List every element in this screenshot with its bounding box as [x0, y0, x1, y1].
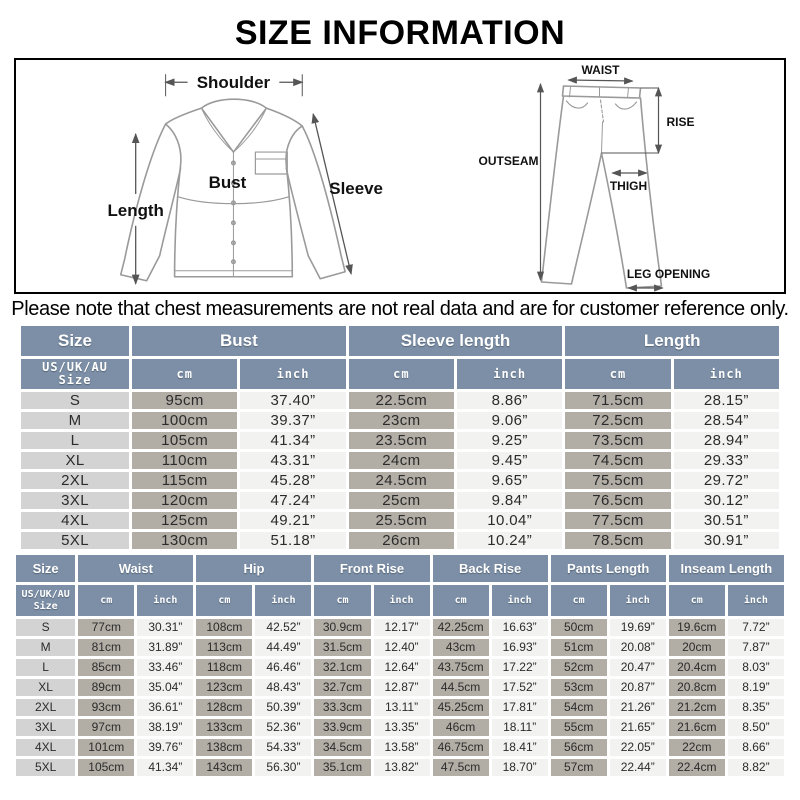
t1-unit-header-row	[21, 359, 779, 389]
cm-value-cell: 47.5cm	[433, 759, 489, 776]
t2-inch-header: inch	[728, 585, 784, 616]
cm-value-cell: 143cm	[196, 759, 252, 776]
t1-cm-header: cm	[565, 359, 670, 389]
cm-value-cell: 43cm	[433, 639, 489, 656]
inch-value-cell: 37.40”	[240, 392, 345, 409]
inch-value-cell: 8.50”	[728, 719, 784, 736]
cm-value-cell: 24cm	[349, 452, 454, 469]
cm-value-cell: 77cm	[78, 619, 134, 636]
inch-value-cell: 48.43”	[255, 679, 311, 696]
cm-value-cell: 125cm	[132, 512, 237, 529]
shirt-length-label: Length	[107, 200, 164, 220]
cm-value-cell: 23.5cm	[349, 432, 454, 449]
size-subheader-line2: Size	[33, 600, 58, 612]
t2-cm-header: cm	[314, 585, 370, 616]
inch-value-cell: 21.26”	[610, 699, 666, 716]
inch-value-cell: 18.70”	[492, 759, 548, 776]
t1-group-header-row	[21, 326, 779, 356]
size-cell: 4XL	[16, 739, 75, 756]
inch-value-cell: 13.35”	[374, 719, 430, 736]
inch-value-cell: 13.11”	[374, 699, 430, 716]
inch-value-cell: 46.46”	[255, 659, 311, 676]
t2-cm-header: cm	[196, 585, 252, 616]
inch-value-cell: 20.08”	[610, 639, 666, 656]
inch-value-cell: 51.18”	[240, 532, 345, 549]
cm-value-cell: 22.4cm	[669, 759, 725, 776]
table-row	[21, 392, 779, 409]
cm-value-cell: 42.25cm	[433, 619, 489, 636]
shirt-size-table	[18, 323, 782, 552]
inch-value-cell: 9.65”	[457, 472, 562, 489]
size-cell: M	[16, 639, 75, 656]
cm-value-cell: 128cm	[196, 699, 252, 716]
inch-value-cell: 8.19”	[728, 679, 784, 696]
cm-value-cell: 26cm	[349, 532, 454, 549]
cm-value-cell: 130cm	[132, 532, 237, 549]
cm-value-cell: 24.5cm	[349, 472, 454, 489]
inch-value-cell: 12.17”	[374, 619, 430, 636]
t2-unit-header-row	[16, 585, 784, 616]
pants-diagram	[400, 60, 784, 292]
table-row	[16, 679, 784, 696]
t1-cm-header: cm	[349, 359, 454, 389]
cm-value-cell: 74.5cm	[565, 452, 670, 469]
table-row	[21, 492, 779, 509]
table-row	[16, 719, 784, 736]
t2-header-inseam-length: Inseam Length	[669, 555, 784, 582]
t1-inch-header: inch	[457, 359, 562, 389]
inch-value-cell: 10.24”	[457, 532, 562, 549]
cm-value-cell: 43.75cm	[433, 659, 489, 676]
inch-value-cell: 41.34”	[240, 432, 345, 449]
size-cell: S	[16, 619, 75, 636]
t2-header-waist: Waist	[78, 555, 193, 582]
inch-value-cell: 12.87”	[374, 679, 430, 696]
cm-value-cell: 55cm	[551, 719, 607, 736]
inch-value-cell: 7.72”	[728, 619, 784, 636]
pants-thigh-label: THIGH	[609, 179, 648, 193]
inch-value-cell: 8.03”	[728, 659, 784, 676]
size-cell: L	[21, 432, 129, 449]
size-subheader-line2: Size	[58, 373, 92, 387]
t2-group-header-row	[16, 555, 784, 582]
inch-value-cell: 9.45”	[457, 452, 562, 469]
cm-value-cell: 100cm	[132, 412, 237, 429]
table-row	[16, 639, 784, 656]
inch-value-cell: 36.61”	[137, 699, 193, 716]
inch-value-cell: 30.31”	[137, 619, 193, 636]
cm-value-cell: 22cm	[669, 739, 725, 756]
inch-value-cell: 7.87”	[728, 639, 784, 656]
cm-value-cell: 21.2cm	[669, 699, 725, 716]
table-row	[21, 412, 779, 429]
inch-value-cell: 17.22”	[492, 659, 548, 676]
shirt-sleeve-label: Sleeve	[329, 178, 383, 198]
inch-value-cell: 47.24”	[240, 492, 345, 509]
table-row	[16, 619, 784, 636]
size-cell: 2XL	[21, 472, 129, 489]
inch-value-cell: 30.91”	[674, 532, 779, 549]
inch-value-cell: 50.39”	[255, 699, 311, 716]
t2-header-back-rise: Back Rise	[433, 555, 548, 582]
inch-value-cell: 17.52”	[492, 679, 548, 696]
inch-value-cell: 56.30”	[255, 759, 311, 776]
inch-value-cell: 43.31”	[240, 452, 345, 469]
inch-value-cell: 8.82”	[728, 759, 784, 776]
cm-value-cell: 44.5cm	[433, 679, 489, 696]
inch-value-cell: 18.11”	[492, 719, 548, 736]
t2-inch-header: inch	[610, 585, 666, 616]
inch-value-cell: 29.33”	[674, 452, 779, 469]
t1-inch-header: inch	[240, 359, 345, 389]
inch-value-cell: 31.89”	[137, 639, 193, 656]
cm-value-cell: 22.5cm	[349, 392, 454, 409]
t1-header-sleeve-length: Sleeve length	[349, 326, 563, 356]
cm-value-cell: 53cm	[551, 679, 607, 696]
table-row	[16, 759, 784, 776]
pants-leg-opening-label: LEG OPENING	[626, 267, 711, 281]
cm-value-cell: 50cm	[551, 619, 607, 636]
table-row	[21, 452, 779, 469]
cm-value-cell: 110cm	[132, 452, 237, 469]
cm-value-cell: 30.9cm	[314, 619, 370, 636]
t2-header-pants-length: Pants Length	[551, 555, 666, 582]
cm-value-cell: 71.5cm	[565, 392, 670, 409]
inch-value-cell: 42.52”	[255, 619, 311, 636]
inch-value-cell: 13.82”	[374, 759, 430, 776]
cm-value-cell: 73.5cm	[565, 432, 670, 449]
t2-header-front-rise: Front Rise	[314, 555, 429, 582]
t2-header-hip: Hip	[196, 555, 311, 582]
cm-value-cell: 120cm	[132, 492, 237, 509]
cm-value-cell: 93cm	[78, 699, 134, 716]
cm-value-cell: 19.6cm	[669, 619, 725, 636]
cm-value-cell: 78.5cm	[565, 532, 670, 549]
pants-size-table	[13, 552, 787, 779]
table-row	[21, 532, 779, 549]
inch-value-cell: 44.49”	[255, 639, 311, 656]
cm-value-cell: 75.5cm	[565, 472, 670, 489]
inch-value-cell: 22.05”	[610, 739, 666, 756]
cm-value-cell: 51cm	[551, 639, 607, 656]
size-cell: 5XL	[16, 759, 75, 776]
t2-inch-header: inch	[374, 585, 430, 616]
inch-value-cell: 20.47”	[610, 659, 666, 676]
cm-value-cell: 76.5cm	[565, 492, 670, 509]
cm-value-cell: 113cm	[196, 639, 252, 656]
table-row	[21, 432, 779, 449]
inch-value-cell: 52.36”	[255, 719, 311, 736]
t2-inch-header: inch	[255, 585, 311, 616]
t2-cm-header: cm	[433, 585, 489, 616]
inch-value-cell: 28.94”	[674, 432, 779, 449]
inch-value-cell: 45.28”	[240, 472, 345, 489]
cm-value-cell: 31.5cm	[314, 639, 370, 656]
size-subheader-line1: US/UK/AU	[42, 360, 108, 374]
inch-value-cell: 28.15”	[674, 392, 779, 409]
t1-header-size: Size	[21, 326, 129, 356]
cm-value-cell: 21.6cm	[669, 719, 725, 736]
shirt-bust-label: Bust	[208, 172, 247, 192]
size-cell: 5XL	[21, 532, 129, 549]
cm-value-cell: 33.3cm	[314, 699, 370, 716]
size-cell: S	[21, 392, 129, 409]
cm-value-cell: 25.5cm	[349, 512, 454, 529]
table-row	[21, 512, 779, 529]
cm-value-cell: 34.5cm	[314, 739, 370, 756]
inch-value-cell: 13.58”	[374, 739, 430, 756]
shirt-shoulder-label: Shoulder	[196, 73, 271, 93]
cm-value-cell: 77.5cm	[565, 512, 670, 529]
size-cell: 2XL	[16, 699, 75, 716]
cm-value-cell: 32.7cm	[314, 679, 370, 696]
inch-value-cell: 39.76”	[137, 739, 193, 756]
size-subheader-line1: US/UK/AU	[21, 588, 70, 600]
inch-value-cell: 12.40”	[374, 639, 430, 656]
cm-value-cell: 45.25cm	[433, 699, 489, 716]
cm-value-cell: 56cm	[551, 739, 607, 756]
size-cell: 3XL	[16, 719, 75, 736]
reference-note: Please note that chest measurements are not real data and are for customer reference only.	[11, 298, 789, 320]
t1-inch-header: inch	[674, 359, 779, 389]
inch-value-cell: 8.86”	[457, 392, 562, 409]
inch-value-cell: 9.84”	[457, 492, 562, 509]
t2-cm-header: cm	[78, 585, 134, 616]
cm-value-cell: 81cm	[78, 639, 134, 656]
table-row	[16, 739, 784, 756]
inch-value-cell: 49.21”	[240, 512, 345, 529]
inch-value-cell: 30.51”	[674, 512, 779, 529]
inch-value-cell: 21.65”	[610, 719, 666, 736]
inch-value-cell: 9.06”	[457, 412, 562, 429]
pants-waist-label: WAIST	[581, 63, 620, 77]
pants-rise-label: RISE	[666, 115, 695, 129]
cm-value-cell: 108cm	[196, 619, 252, 636]
cm-value-cell: 123cm	[196, 679, 252, 696]
t2-size-subheader	[16, 585, 75, 616]
t1-size-subheader	[21, 359, 129, 389]
cm-value-cell: 52cm	[551, 659, 607, 676]
cm-value-cell: 97cm	[78, 719, 134, 736]
cm-value-cell: 133cm	[196, 719, 252, 736]
cm-value-cell: 105cm	[78, 759, 134, 776]
inch-value-cell: 54.33”	[255, 739, 311, 756]
inch-value-cell: 12.64”	[374, 659, 430, 676]
inch-value-cell: 35.04”	[137, 679, 193, 696]
t2-header-size: Size	[16, 555, 75, 582]
cm-value-cell: 115cm	[132, 472, 237, 489]
cm-value-cell: 20.4cm	[669, 659, 725, 676]
cm-value-cell: 57cm	[551, 759, 607, 776]
inch-value-cell: 41.34”	[137, 759, 193, 776]
cm-value-cell: 138cm	[196, 739, 252, 756]
t1-header-bust: Bust	[132, 326, 346, 356]
cm-value-cell: 89cm	[78, 679, 134, 696]
table-row	[16, 699, 784, 716]
cm-value-cell: 46.75cm	[433, 739, 489, 756]
measurement-diagram-box	[14, 58, 786, 294]
size-cell: XL	[16, 679, 75, 696]
size-cell: XL	[21, 452, 129, 469]
inch-value-cell: 16.93”	[492, 639, 548, 656]
cm-value-cell: 95cm	[132, 392, 237, 409]
inch-value-cell: 18.41”	[492, 739, 548, 756]
table-row	[16, 659, 784, 676]
cm-value-cell: 32.1cm	[314, 659, 370, 676]
inch-value-cell: 29.72”	[674, 472, 779, 489]
cm-value-cell: 105cm	[132, 432, 237, 449]
shirt-diagram	[16, 60, 400, 292]
inch-value-cell: 10.04”	[457, 512, 562, 529]
cm-value-cell: 85cm	[78, 659, 134, 676]
cm-value-cell: 118cm	[196, 659, 252, 676]
inch-value-cell: 22.44”	[610, 759, 666, 776]
cm-value-cell: 33.9cm	[314, 719, 370, 736]
cm-value-cell: 72.5cm	[565, 412, 670, 429]
inch-value-cell: 20.87”	[610, 679, 666, 696]
cm-value-cell: 46cm	[433, 719, 489, 736]
size-cell: 3XL	[21, 492, 129, 509]
pants-outseam-label: OUTSEAM	[478, 154, 539, 168]
inch-value-cell: 30.12”	[674, 492, 779, 509]
cm-value-cell: 23cm	[349, 412, 454, 429]
t1-cm-header: cm	[132, 359, 237, 389]
inch-value-cell: 19.69”	[610, 619, 666, 636]
cm-value-cell: 25cm	[349, 492, 454, 509]
inch-value-cell: 38.19”	[137, 719, 193, 736]
cm-value-cell: 20.8cm	[669, 679, 725, 696]
inch-value-cell: 39.37”	[240, 412, 345, 429]
size-cell: L	[16, 659, 75, 676]
table-row	[21, 472, 779, 489]
t2-inch-header: inch	[492, 585, 548, 616]
t2-inch-header: inch	[137, 585, 193, 616]
size-cell: 4XL	[21, 512, 129, 529]
inch-value-cell: 8.35”	[728, 699, 784, 716]
page-title: SIZE INFORMATION	[234, 14, 566, 52]
inch-value-cell: 16.63”	[492, 619, 548, 636]
cm-value-cell: 35.1cm	[314, 759, 370, 776]
inch-value-cell: 8.66”	[728, 739, 784, 756]
inch-value-cell: 17.81”	[492, 699, 548, 716]
cm-value-cell: 54cm	[551, 699, 607, 716]
size-cell: M	[21, 412, 129, 429]
cm-value-cell: 101cm	[78, 739, 134, 756]
inch-value-cell: 28.54”	[674, 412, 779, 429]
inch-value-cell: 9.25”	[457, 432, 562, 449]
t2-cm-header: cm	[551, 585, 607, 616]
t2-cm-header: cm	[669, 585, 725, 616]
t1-header-length: Length	[565, 326, 779, 356]
cm-value-cell: 20cm	[669, 639, 725, 656]
inch-value-cell: 33.46”	[137, 659, 193, 676]
